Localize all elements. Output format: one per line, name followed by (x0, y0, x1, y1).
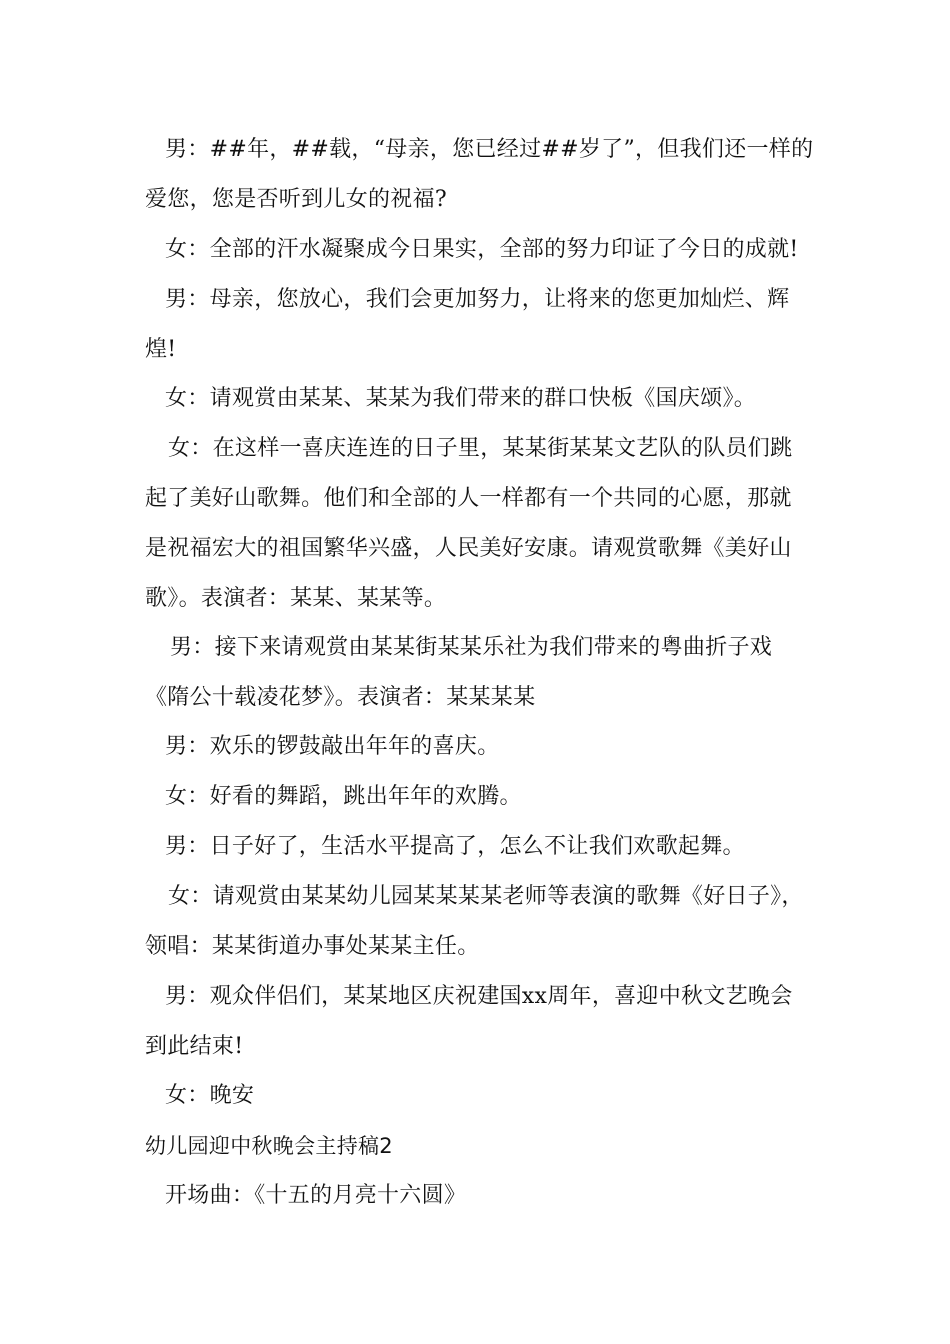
text-line: 女：全部的汗水凝聚成今日果实，全部的努力印证了今日的成就! (165, 237, 799, 262)
text-line: 领唱：某某街道办事处某某主任。 (145, 934, 480, 959)
text-line: 起了美好山歌舞。他们和全部的人一样都有一个共同的心愿，那就 (145, 486, 792, 511)
text-line: 男：##年，##载，“母亲，您已经过##岁了”，但我们还一样的 (165, 137, 814, 162)
text-line: 男：母亲，您放心，我们会更加努力，让将来的您更加灿烂、辉 (165, 287, 790, 312)
text-line: 男：欢乐的锣鼓敲出年年的喜庆。 (165, 734, 500, 759)
text-line: 到此结束! (145, 1034, 244, 1059)
text-line: 爱您，您是否听到儿女的祝福? (145, 187, 447, 212)
text-line: 女：晚安 (165, 1083, 255, 1108)
text-line: 开场曲：《十五的月亮十六圆》 (165, 1183, 467, 1208)
text-line: 煌! (145, 337, 177, 362)
text-line: 男：日子好了，生活水平提高了，怎么不让我们欢歌起舞。 (165, 834, 745, 859)
text-line: 男：观众伴侣们，某某地区庆祝建国xx周年，喜迎中秋文艺晚会 (165, 984, 793, 1009)
text-line: 《隋公十载凌花梦》。表演者：某某某某 (145, 685, 536, 710)
text-line: 是祝福宏大的祖国繁华兴盛，人民美好安康。请观赏歌舞《美好山 (145, 536, 792, 561)
text-line: 女：请观赏由某某、某某为我们带来的群口快板《国庆颂》。 (165, 386, 757, 411)
text-line: 女：在这样一喜庆连连的日子里，某某街某某文艺队的队员们跳 (168, 436, 793, 461)
text-line: 女：请观赏由某某幼儿园某某某某老师等表演的歌舞《好日子》， (168, 884, 804, 909)
text-line: 歌》。表演者：某某、某某等。 (145, 586, 447, 611)
text-line: 女：好看的舞蹈，跳出年年的欢腾。 (165, 784, 522, 809)
section-heading: 幼儿园迎中秋晚会主持稿2 (145, 1134, 393, 1158)
text-line: 男：接下来请观赏由某某街某某乐社为我们带来的粤曲折子戏 (170, 635, 773, 660)
